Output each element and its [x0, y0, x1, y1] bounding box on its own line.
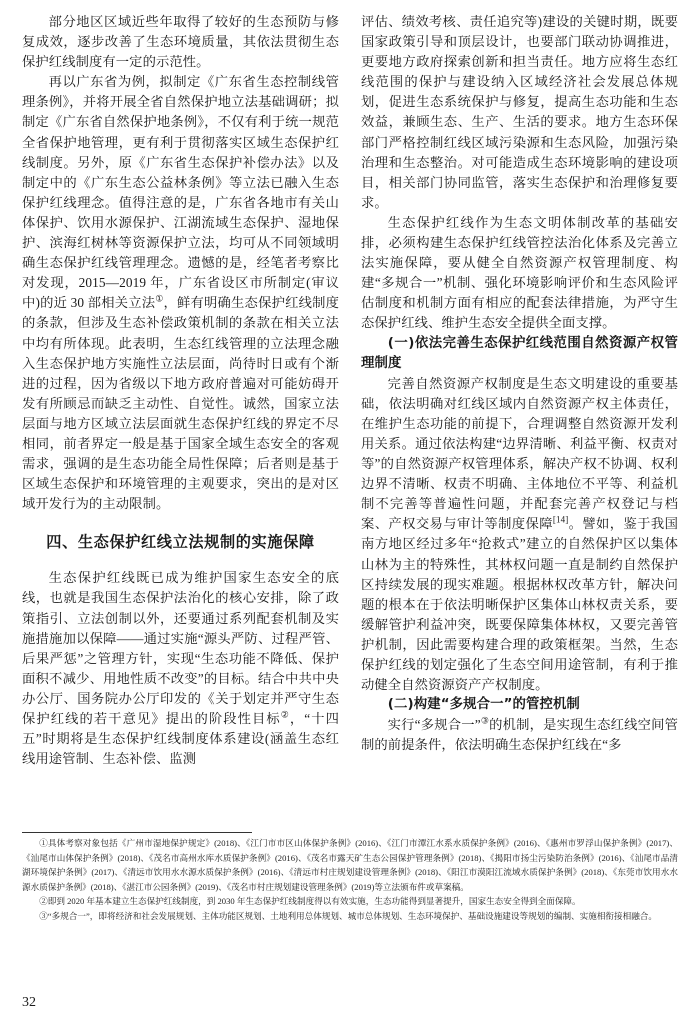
- two-column-layout: [22, 12, 678, 769]
- page-number: 32: [22, 995, 36, 1010]
- paragraph: 部分地区区域近些年取得了较好的生态预防与修复成效，逐步改善了生态环境质量，其依法贯彻生态保护红线制度有一定的示范性。: [22, 14, 339, 70]
- footnotes-section: [22, 832, 678, 924]
- subsection-heading-two: (二)构建“多规合一”的管控机制: [387, 697, 580, 713]
- right-column: [361, 12, 678, 755]
- subsection-heading-one: (一)依法完善生态保护红线范围自然资源产权管理制度: [361, 335, 678, 371]
- paragraph: [361, 374, 678, 696]
- footnote-item: ①具体考察对象包括《广州市湿地保护规定》(2018)、《江门市市区山体保护条例》(2016)、《江门市潭江水系水质保护条例》(2016)、《惠州市罗浮山保护条例》(2017)、《汕尾市山体保护条例》(2018)、《茂名市高州水库水质保护条例》(2016)、《茂名市露天矿生态公园保护管理条例》(2018)、《揭阳市扬尘污染防治条例》(2016)、《汕尾市品清湖环境保护条例》(2017)、《清远市饮用水水源水质保护条例》(2016)、《清远市村庄规划建设管理条例》(2018)、《阳江市漠阳江流域水质保护条例》(2018)、《东莞市饮用水水源水质保护条例》(2018)、《湛江市公园条例》(2019)、《茂名市村庄规划建设管理条例》(2019)等立法颁布件或草案稿。: [22, 838, 678, 892]
- paragraph: [22, 72, 339, 514]
- footnote-separator-rule: [22, 832, 252, 833]
- footnote-item: ②即到 2020 年基本建立生态保护红线制度，到 2030 年生态保护红线制度得以有效实施，生态功能得到显著提升，国家生态安全得到全面保障。: [39, 896, 581, 907]
- citation-ref[interactable]: [14]: [552, 514, 569, 525]
- paragraph: [361, 715, 678, 755]
- paragraph-text-cont: 。譬如，鉴于我国南方地区经过多年“抢救式”建立的自然保护区以集体山林为主的特殊性，其林权问题一直是制约自然保护区持续发展的现实难题。根据林权改革方针，解决问题的根本在于依法明晰保护区集体山林权责关系，要缓解管护利益冲突，既要保障集体林权，又要完善管护机制，因此需要构建合理的政策框架。当然，生态保护红线的划定强化了生态空间用途管制，有利于推动健全自然资源资产产权制度。: [361, 516, 678, 693]
- paragraph: 生态保护红线作为生态文明体制改革的基础安排，必须构建生态保护红线管控法治化体系及完善立法实施保障，要从健全自然资源产权管理制度、构建“多规合一”机制、强化环境影响评价和生态风险评估制度和机制方面有相应的配套法律措施，为严守生态保护红线、维护生态安全提供全面支撑。: [361, 214, 678, 331]
- paragraph-text: 实行“多规合一”: [387, 717, 481, 733]
- left-column: [22, 12, 339, 769]
- paragraph-text-cont: 的机制，是实现生态红线空间管制的前提条件，依法明确生态保护红线在“多: [361, 717, 679, 753]
- paragraph-text-cont: ，“十四五”时期将是生态保护红线制度体系建设(涵盖生态红线用途管制、生态补偿、监测: [22, 711, 339, 767]
- section-heading: 四、生态保护红线立法规制的实施保障: [46, 533, 315, 552]
- paragraph-text-cont: ，鲜有明确生态保护红线制度的条款，但涉及生态补偿政策机制的条款在相关立法中均有所体现。此表明，生态红线管理的立法理念融入生态保护地方实施性立法层面，尚待时日或有个渐进的过程，因为省级以下地方政府普遍对可能妨碍开发有所顾忌而缺乏主动性、自觉性。诚然，国家立法层面与地方区域立法层面就生态保护红线的界定不尽相同，前者界定一般是基于国家全域生态安全的客观需求，强调的是生态功能全局性保障；后者则是基于区域生态保护和环境管理的主观要求，突出的是对区域开发行为的主动限制。: [22, 295, 339, 512]
- footnote-ref-3[interactable]: ③: [480, 715, 490, 726]
- paragraph-continued: 评估、绩效考核、责任追究等)建设的关键时期，既要国家政策引导和顶层设计，也要部门联动协调推进，更要地方政府探索创新和担当责任。地方应将生态红线范围的保护与建设纳入区域经济社会发展总体规划，促进生态系统保护与修复，提高生态功能和生态效益，兼顾生态、生产、生活的要求。地方生态环保部门严格控制红线区域污染源和生态风险，加强污染治理和生态整治。对可能造成生态环境影响的建设项目，相关部门协同监管，落实生态保护和治理修复要求。: [361, 14, 678, 210]
- footnote-ref-1[interactable]: ①: [155, 293, 164, 304]
- paragraph-text: 再以广东省为例，拟制定《广东省生态控制线管理条例》，并将开展全省自然保护地立法基础调研；拟制定《广东省自然保护地条例》，不仅有利于统一规范全省保护地管理，更有利于贯彻落实区域生态保护红线制度。另外，原《广东省生态保护补偿办法》以及制定中的《广东生态公益林条例》等立法已融入生态保护红线理念。值得注意的是，广东省各地市有关山体保护、饮用水源保护、江湖流域生态保护、湿地保护、滨海红树林等资源保护立法，均可从不同领域明确生态保护红线管理理念。遗憾的是，经笔者考察比对发现，2015—2019 年，广东省设区市所制定(审议中)的近 30 部相关立法: [22, 74, 339, 311]
- paragraph-text: 生态保护红线既已成为维护国家生态安全的底线，也就是我国生态保护法治化的核心安排，除了政策指引、立法创制以外，还要通过系列配套机制及实施措施加以保障——通过实施“源头严防、过程严管、后果严惩”之管理方针，实现“生态功能不降低、保护面积不减少、用地性质不改变”的目标。结合中共中央办公厅、国务院办公厅印发的《关于划定并严守生态保护红线的若干意见》提出的阶段性目标: [22, 570, 339, 726]
- paragraph-text: 完善自然资源产权制度是生态文明建设的重要基础，依法明确对红线区域内自然资源产权主体责任，在维护生态功能的前提下，合理调整自然资源开发利用关系。通过依法构建“边界清晰、利益平衡、权责对等”的自然资源产权管理体系，解决产权不协调、权利边界不清晰、权责不明确、主体地位不平等、利益机制不完善等普遍性问题，并配套完善产权登记与档案、产权交易与审计等制度保障: [361, 375, 678, 532]
- paragraph: [22, 568, 339, 769]
- footnote-item: ③“多规合一”，即将经济和社会发展规划、主体功能区规划、土地利用总体规划、城市总体规划、生态环境保护、基础设施建设等规划的编制、实施相衔接相融合。: [39, 910, 657, 921]
- footnote-ref-2[interactable]: ②: [280, 709, 290, 720]
